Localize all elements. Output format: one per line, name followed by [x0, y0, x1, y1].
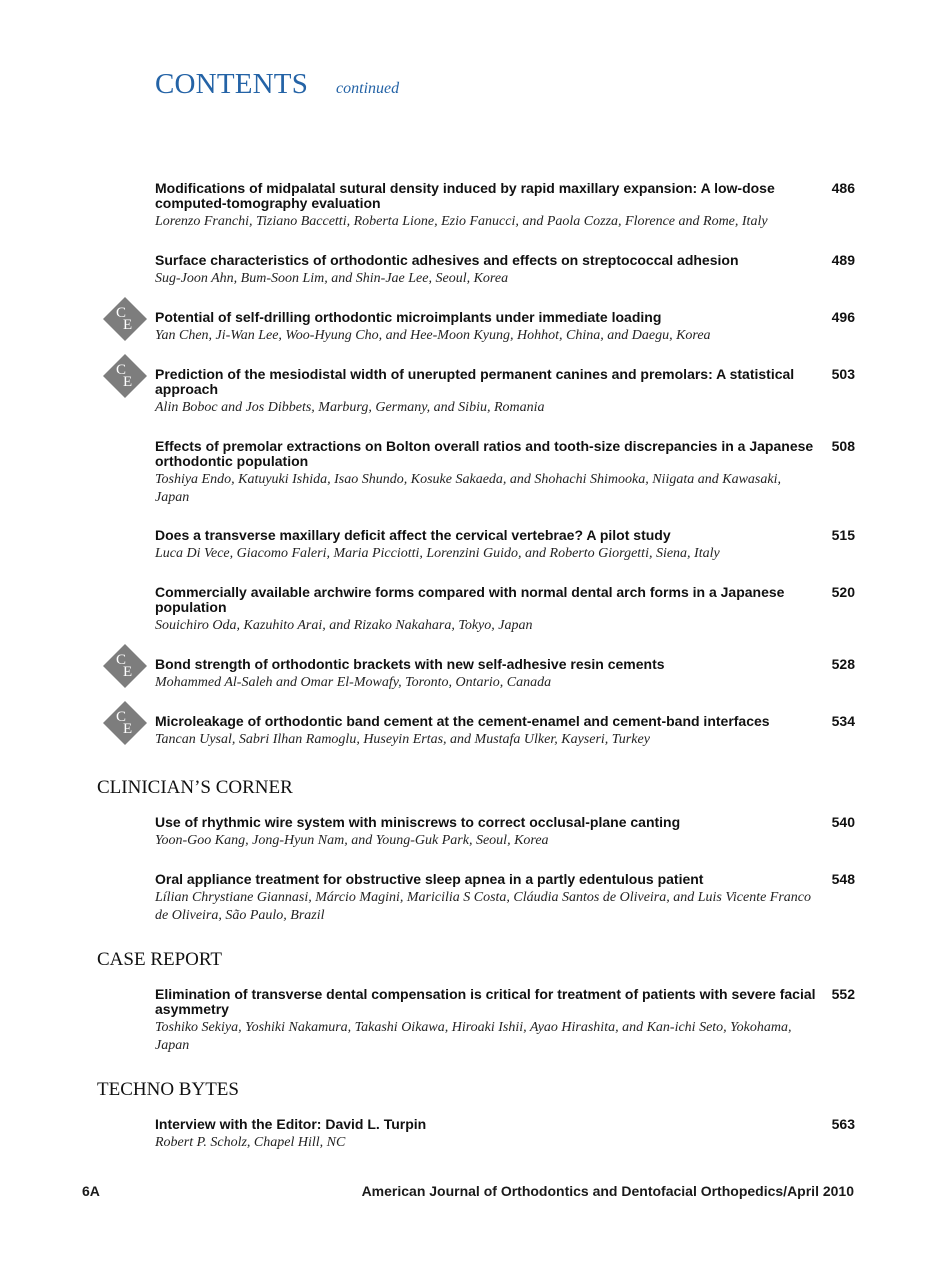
- toc-entry: [155, 815, 855, 850]
- article-title: Prediction of the mesiodistal width of unerupted permanent canines and premolars: A statistical approach: [155, 366, 795, 397]
- svg-text:C: C: [116, 652, 127, 668]
- article-authors: Mohammed Al-Saleh and Omar El-Mowafy, Toronto, Ontario, Canada: [155, 675, 552, 690]
- toc-entry: [155, 585, 855, 635]
- page-number: 515: [831, 527, 855, 543]
- toc-entry: [155, 253, 855, 288]
- toc-entry: [155, 987, 855, 1055]
- page-number: 486: [831, 180, 855, 196]
- article-authors: Toshiya Endo, Katuyuki Ishida, Isao Shundo, Kosuke Sakaeda, and Shohachi Shimooka, Niigata and Kawasaki, Japan: [155, 472, 781, 505]
- footer-journal: American Journal of Orthodontics and Dentofacial Orthopedics/April 2010: [361, 1183, 854, 1199]
- article-title: Use of rhythmic wire system with miniscrews to correct occlusal-plane canting: [155, 814, 681, 830]
- article-authors: Souichiro Oda, Kazuhito Arai, and Rizako Nakahara, Tokyo, Japan: [155, 618, 533, 633]
- article-title: Elimination of transverse dental compensation is critical for treatment of patients with severe facial asymmetry: [155, 986, 816, 1017]
- svg-text:C: C: [116, 709, 127, 725]
- toc-entry: [155, 872, 855, 925]
- svg-text:E: E: [123, 317, 133, 333]
- toc-entry: [155, 657, 855, 692]
- ce-credit-icon: [103, 354, 147, 398]
- article-title: Microleakage of orthodontic band cement at the cement-enamel and cement-band interfaces: [155, 713, 770, 729]
- page-title: CONTENTS: [155, 68, 309, 100]
- article-title: Interview with the Editor: David L. Turpin: [155, 1116, 427, 1132]
- page-number: 520: [831, 584, 855, 600]
- page-number: 528: [831, 656, 855, 672]
- page-number: 503: [831, 366, 855, 382]
- section-heading: CLINICIAN’S CORNER: [97, 777, 293, 798]
- ce-credit-icon: [103, 644, 147, 688]
- page-number: 540: [831, 814, 855, 830]
- page-number: 552: [831, 986, 855, 1002]
- page-number: 534: [831, 713, 855, 729]
- toc-entry: [155, 439, 855, 507]
- toc-entry: [155, 181, 855, 231]
- page-number: 496: [831, 309, 855, 325]
- toc-entry: [155, 528, 855, 563]
- article-authors: Robert P. Scholz, Chapel Hill, NC: [155, 1135, 346, 1150]
- ce-credit-icon: [103, 701, 147, 745]
- article-title: Does a transverse maxillary deficit affect the cervical vertebrae? A pilot study: [155, 527, 671, 543]
- toc-entry: [155, 1117, 855, 1152]
- svg-text:E: E: [123, 664, 133, 680]
- article-authors: Sug-Joon Ahn, Bum-Soon Lim, and Shin-Jae Lee, Seoul, Korea: [155, 271, 509, 286]
- toc-entry: [155, 310, 855, 345]
- article-authors: Yan Chen, Ji-Wan Lee, Woo-Hyung Cho, and Hee-Moon Kyung, Hohhot, China, and Daegu, Korea: [155, 328, 711, 343]
- section-heading: CASE REPORT: [97, 949, 223, 970]
- contents-header: [155, 68, 399, 101]
- svg-text:E: E: [123, 374, 133, 390]
- page-number: 508: [831, 438, 855, 454]
- article-authors: Tancan Uysal, Sabri Ilhan Ramoglu, Huseyin Ertas, and Mustafa Ulker, Kayseri, Turkey: [155, 732, 650, 747]
- svg-text:E: E: [123, 721, 133, 737]
- section-heading: TECHNO BYTES: [97, 1079, 239, 1100]
- page-subtitle: continued: [336, 80, 400, 97]
- article-authors: Alin Boboc and Jos Dibbets, Marburg, Germany, and Sibiu, Romania: [155, 400, 545, 415]
- article-authors: Lílian Chrystiane Giannasi, Márcio Magini, Maricilia S Costa, Cláudia Santos de Oliveira, and Luis Vicente Franco de Oliveira, São Paulo, Brazil: [155, 890, 812, 923]
- toc-entry: [155, 367, 855, 417]
- article-authors: Luca Di Vece, Giacomo Faleri, Maria Picciotti, Lorenzini Guido, and Roberto Giorgetti, Siena, Italy: [155, 546, 720, 561]
- article-title: Surface characteristics of orthodontic adhesives and effects on streptococcal adhesion: [155, 252, 739, 268]
- svg-text:C: C: [116, 305, 127, 321]
- page-number: 548: [831, 871, 855, 887]
- article-title: Modifications of midpalatal sutural density induced by rapid maxillary expansion: A low-dose computed-tomography evaluation: [155, 180, 775, 211]
- article-title: Bond strength of orthodontic brackets with new self-adhesive resin cements: [155, 656, 665, 672]
- article-title: Oral appliance treatment for obstructive sleep apnea in a partly edentulous patient: [155, 871, 704, 887]
- page-number: 489: [831, 252, 855, 268]
- article-authors: Toshiko Sekiya, Yoshiki Nakamura, Takashi Oikawa, Hiroaki Ishii, Ayao Hirashita, and Kan-ichi Seto, Yokohama, Japan: [155, 1020, 792, 1053]
- toc-entry: [155, 714, 855, 749]
- svg-text:C: C: [116, 362, 127, 378]
- article-authors: Yoon-Goo Kang, Jong-Hyun Nam, and Young-Guk Park, Seoul, Korea: [155, 833, 549, 848]
- ce-credit-icon: [103, 297, 147, 341]
- article-authors: Lorenzo Franchi, Tiziano Baccetti, Roberta Lione, Ezio Fanucci, and Paola Cozza, Florence and Rome, Italy: [155, 214, 768, 229]
- article-title: Potential of self-drilling orthodontic microimplants under immediate loading: [155, 309, 662, 325]
- article-title: Effects of premolar extractions on Bolton overall ratios and tooth-size discrepancies in a Japanese orthodontic population: [155, 438, 814, 469]
- footer-page-label: 6A: [82, 1183, 100, 1199]
- page-number: 563: [831, 1116, 855, 1132]
- article-title: Commercially available archwire forms compared with normal dental arch forms in a Japanese population: [155, 584, 785, 615]
